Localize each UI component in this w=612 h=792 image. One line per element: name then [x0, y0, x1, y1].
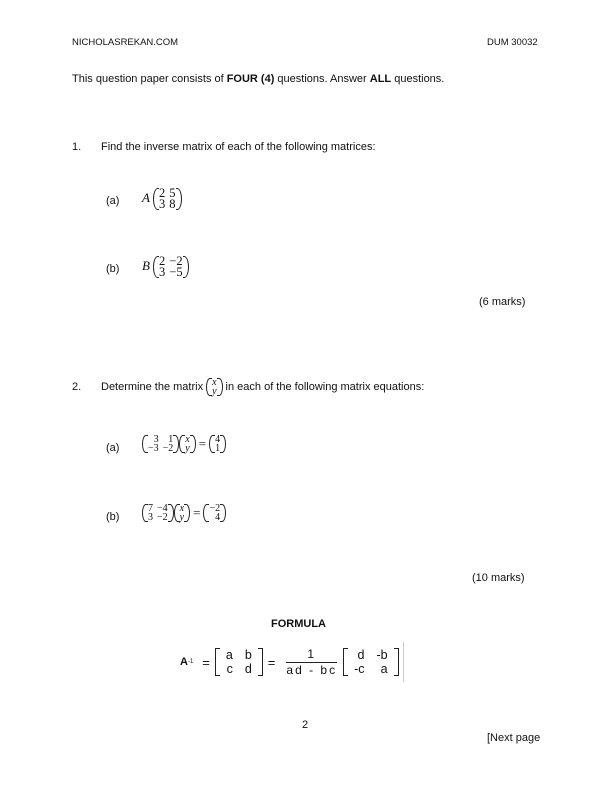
- q1-text: Find the inverse matrix of each of the following matrices:: [101, 141, 376, 153]
- cursor-line: [403, 642, 404, 682]
- q1a-label: (a): [106, 195, 120, 207]
- q1-marks: (6 marks): [479, 296, 526, 308]
- next-page-note: [Next page: [487, 732, 541, 744]
- formula-title: FORMULA: [271, 618, 326, 630]
- header-site: NICHOLASREKAN.COM: [72, 37, 179, 48]
- q2-number: 2.: [72, 381, 82, 393]
- q2-marks: (10 marks): [472, 572, 525, 584]
- q2b-label: (b): [106, 511, 120, 523]
- q1b-label: (b): [106, 263, 120, 275]
- inverse-formula: A -1 = a b c d = $\frac{1}{ad - bc}$ d -b -c a: [180, 643, 404, 681]
- header-code: DUM 30032: [487, 37, 538, 48]
- q1-number: 1.: [72, 141, 82, 153]
- q2b-equation: 7 −4 3 −2 x y = −2 4: [142, 504, 226, 522]
- q1a-matrix: A 2 5 3 8: [142, 188, 182, 210]
- page-number: 2: [302, 719, 309, 731]
- q2a-label: (a): [106, 442, 120, 454]
- q1b-matrix: B 2 −2 3 −5: [142, 256, 189, 278]
- q2-text: Determine the matrix x y in each of the following matrix equations:: [101, 377, 425, 397]
- q2a-equation: 3 1 −3 −2 x y = 4 1: [142, 435, 226, 453]
- intro-text: This question paper consists of FOUR (4) questions. Answer ALL questions.: [72, 73, 445, 85]
